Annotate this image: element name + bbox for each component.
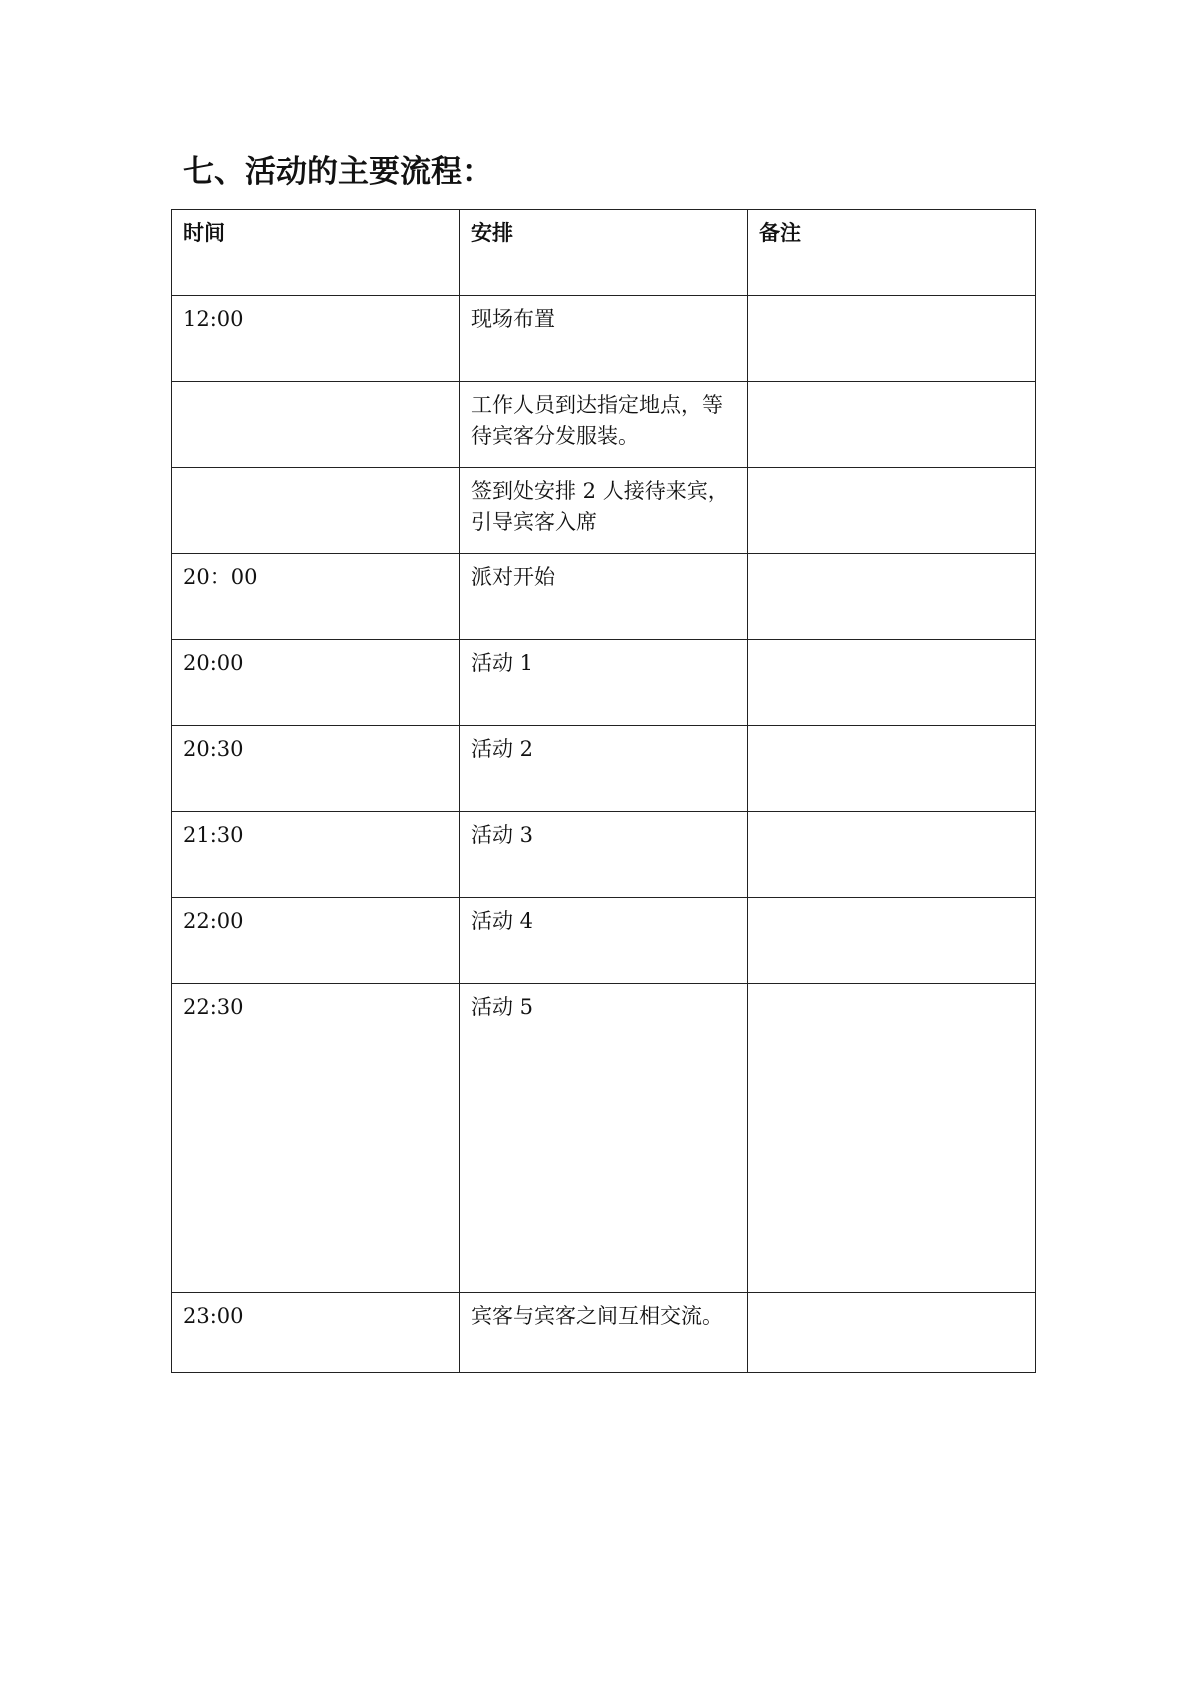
table-row xyxy=(172,898,1036,984)
cell-note xyxy=(748,984,1036,1293)
header-time: 时间 xyxy=(172,210,460,296)
cell-time: 20:00 xyxy=(172,640,460,726)
cell-time: 12:00 xyxy=(172,296,460,382)
cell-arrangement: 派对开始 xyxy=(460,554,748,640)
cell-arrangement: 活动 1 xyxy=(460,640,748,726)
cell-note xyxy=(748,296,1036,382)
table-row xyxy=(172,812,1036,898)
cell-note xyxy=(748,640,1036,726)
table-row xyxy=(172,984,1036,1293)
cell-time: 22:30 xyxy=(172,984,460,1293)
cell-note xyxy=(748,812,1036,898)
page-title: 七、活动的主要流程： xyxy=(183,154,493,190)
table-row xyxy=(172,468,1036,554)
table-row xyxy=(172,640,1036,726)
cell-arrangement: 活动 2 xyxy=(460,726,748,812)
header-note: 备注 xyxy=(748,210,1036,296)
cell-arrangement: 宾客与宾客之间互相交流。 xyxy=(460,1293,748,1373)
cell-time xyxy=(172,382,460,468)
cell-arrangement: 签到处安排 2 人接待来宾，引导宾客入席 xyxy=(460,468,748,554)
header-arrangement: 安排 xyxy=(460,210,748,296)
cell-time: 20：00 xyxy=(172,554,460,640)
table-row xyxy=(172,382,1036,468)
cell-arrangement: 活动 5 xyxy=(460,984,748,1293)
cell-time xyxy=(172,468,460,554)
schedule-table xyxy=(171,209,1036,1373)
table-header-row xyxy=(172,210,1036,296)
cell-time: 20:30 xyxy=(172,726,460,812)
cell-note xyxy=(748,898,1036,984)
cell-note xyxy=(748,1293,1036,1373)
cell-note xyxy=(748,554,1036,640)
cell-time: 21:30 xyxy=(172,812,460,898)
table-row xyxy=(172,296,1036,382)
table-row xyxy=(172,554,1036,640)
cell-time: 22:00 xyxy=(172,898,460,984)
table-row xyxy=(172,1293,1036,1373)
cell-arrangement: 活动 3 xyxy=(460,812,748,898)
cell-note xyxy=(748,382,1036,468)
table-row xyxy=(172,726,1036,812)
cell-time: 23:00 xyxy=(172,1293,460,1373)
cell-note xyxy=(748,726,1036,812)
cell-arrangement: 现场布置 xyxy=(460,296,748,382)
cell-note xyxy=(748,468,1036,554)
cell-arrangement: 工作人员到达指定地点，等待宾客分发服装。 xyxy=(460,382,748,468)
cell-arrangement: 活动 4 xyxy=(460,898,748,984)
